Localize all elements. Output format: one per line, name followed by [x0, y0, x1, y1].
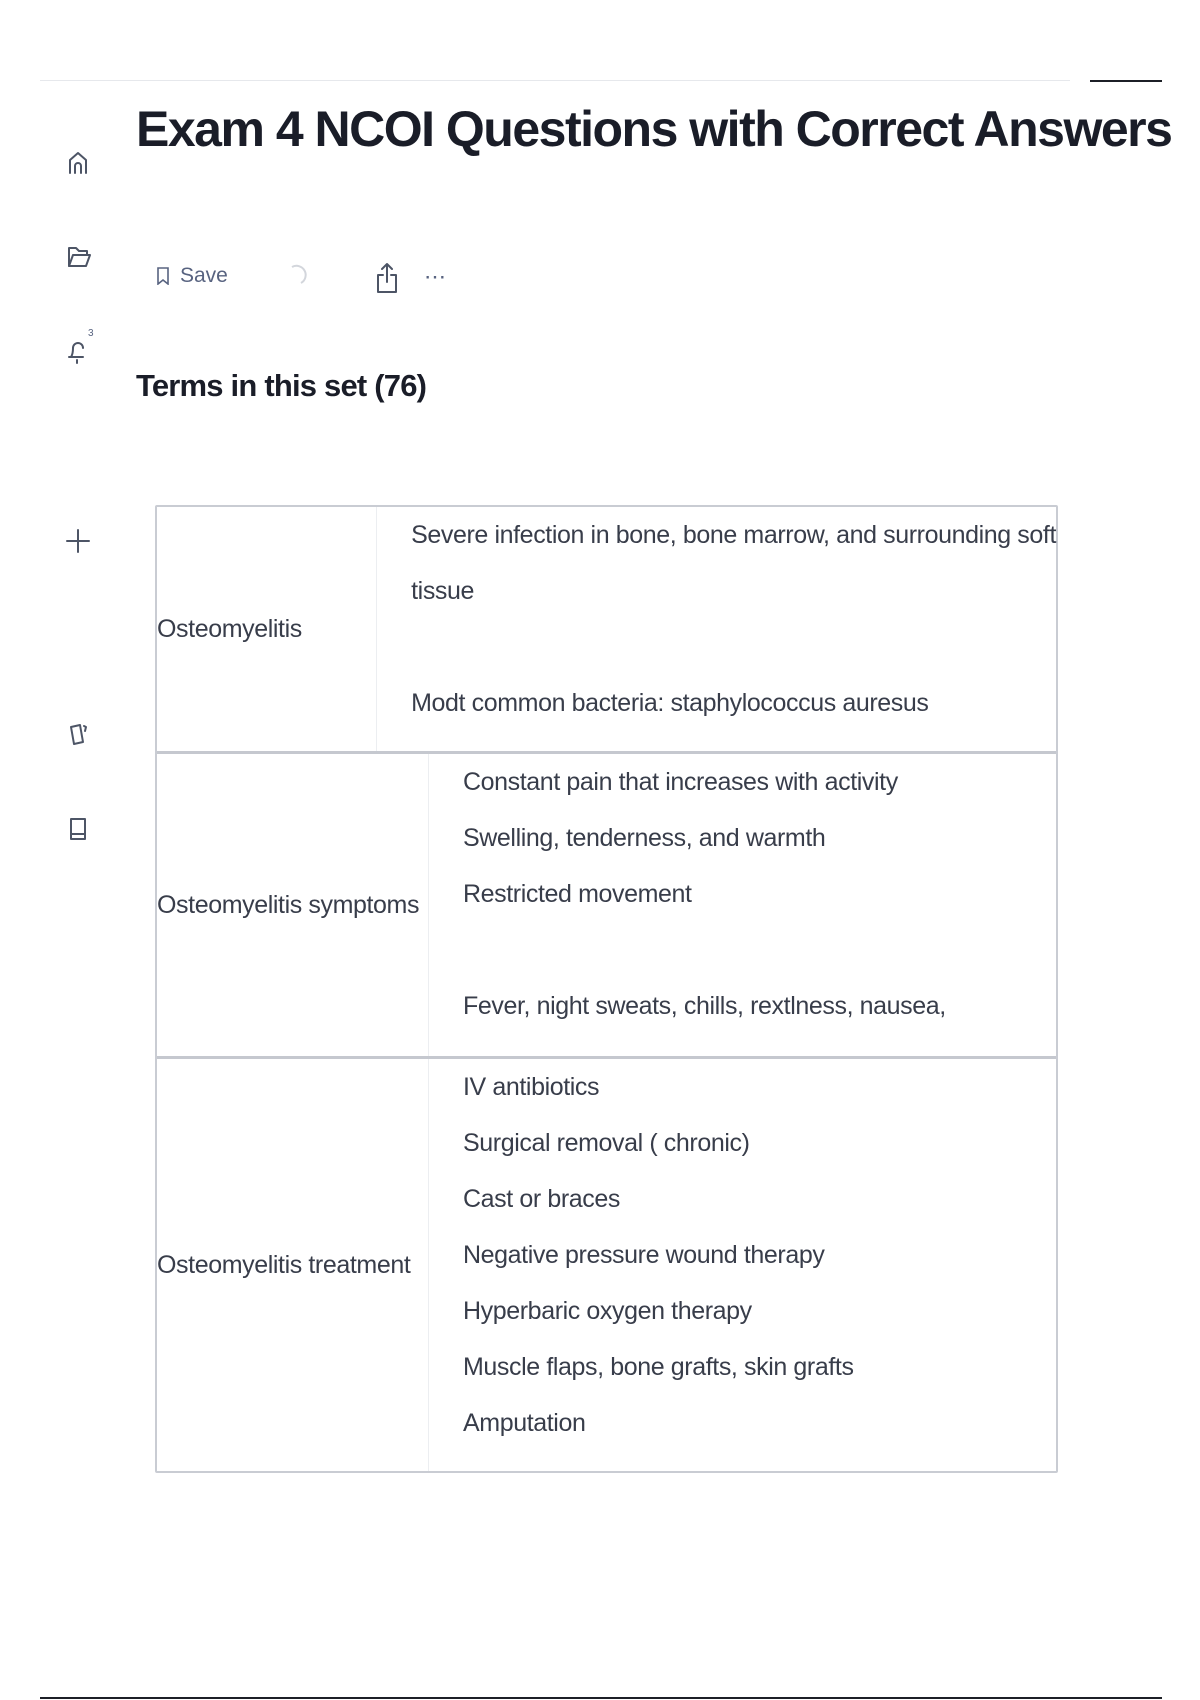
definition-line: Fever, night sweats, chills, rextlness, nausea, [463, 992, 946, 1020]
notification-count: 3 [88, 328, 94, 339]
term-cell: Osteomyelitis treatment [157, 1059, 429, 1471]
save-label: Save [180, 264, 228, 287]
term-row [157, 1056, 1056, 1471]
book-icon[interactable] [62, 812, 94, 844]
notification-bell-icon[interactable] [62, 328, 94, 366]
definition-line: Surgical removal ( chronic) [463, 1129, 750, 1157]
definition-line: IV antibiotics [463, 1073, 600, 1101]
definition-line: Muscle flaps, bone grafts, skin grafts [463, 1353, 854, 1381]
terms-table [155, 505, 1058, 1473]
bookmark-icon [156, 267, 170, 285]
save-button[interactable] [156, 264, 228, 288]
definition-line: Severe infection in bone, bone marrow, and surrounding soft [411, 521, 1056, 549]
term-row [157, 751, 1056, 1056]
home-icon[interactable] [62, 146, 94, 178]
definition-cell [429, 754, 1056, 1056]
definition-line: Modt common bacteria: staphylococcus auresus [411, 689, 929, 717]
add-icon[interactable] [62, 525, 94, 557]
definition-line: Amputation [463, 1409, 586, 1437]
definition-line: tissue [411, 577, 475, 605]
definition-line: Swelling, tenderness, and warmth [463, 824, 826, 852]
definition-line: Constant pain that increases with activity [463, 768, 898, 796]
top-divider [40, 80, 1070, 81]
folder-icon[interactable] [62, 240, 94, 272]
definition-line: Cast or braces [463, 1185, 620, 1213]
definition-line: Hyperbaric oxygen therapy [463, 1297, 752, 1325]
definition-line [463, 922, 1056, 978]
flashcards-icon[interactable] [62, 718, 94, 750]
term-cell: Osteomyelitis symptoms [157, 754, 429, 1056]
terms-count-heading: Terms in this set (76) [136, 368, 427, 403]
bottom-divider [40, 1697, 1162, 1699]
loading-spinner-icon [286, 262, 310, 290]
more-options-button[interactable]: ⋯ [424, 264, 447, 289]
definition-line: Negative pressure wound therapy [463, 1241, 825, 1269]
share-icon [374, 260, 400, 296]
top-right-divider [1090, 80, 1162, 82]
share-button[interactable] [374, 260, 400, 296]
term-cell: Osteomyelitis [157, 507, 377, 751]
definition-line: Restricted movement [463, 880, 692, 908]
definition-cell [429, 1059, 1056, 1471]
definition-line [411, 619, 1056, 675]
term-row [157, 507, 1056, 751]
definition-cell [377, 507, 1056, 751]
page-title: Exam 4 NCOI Questions with Correct Answers [136, 101, 1172, 157]
